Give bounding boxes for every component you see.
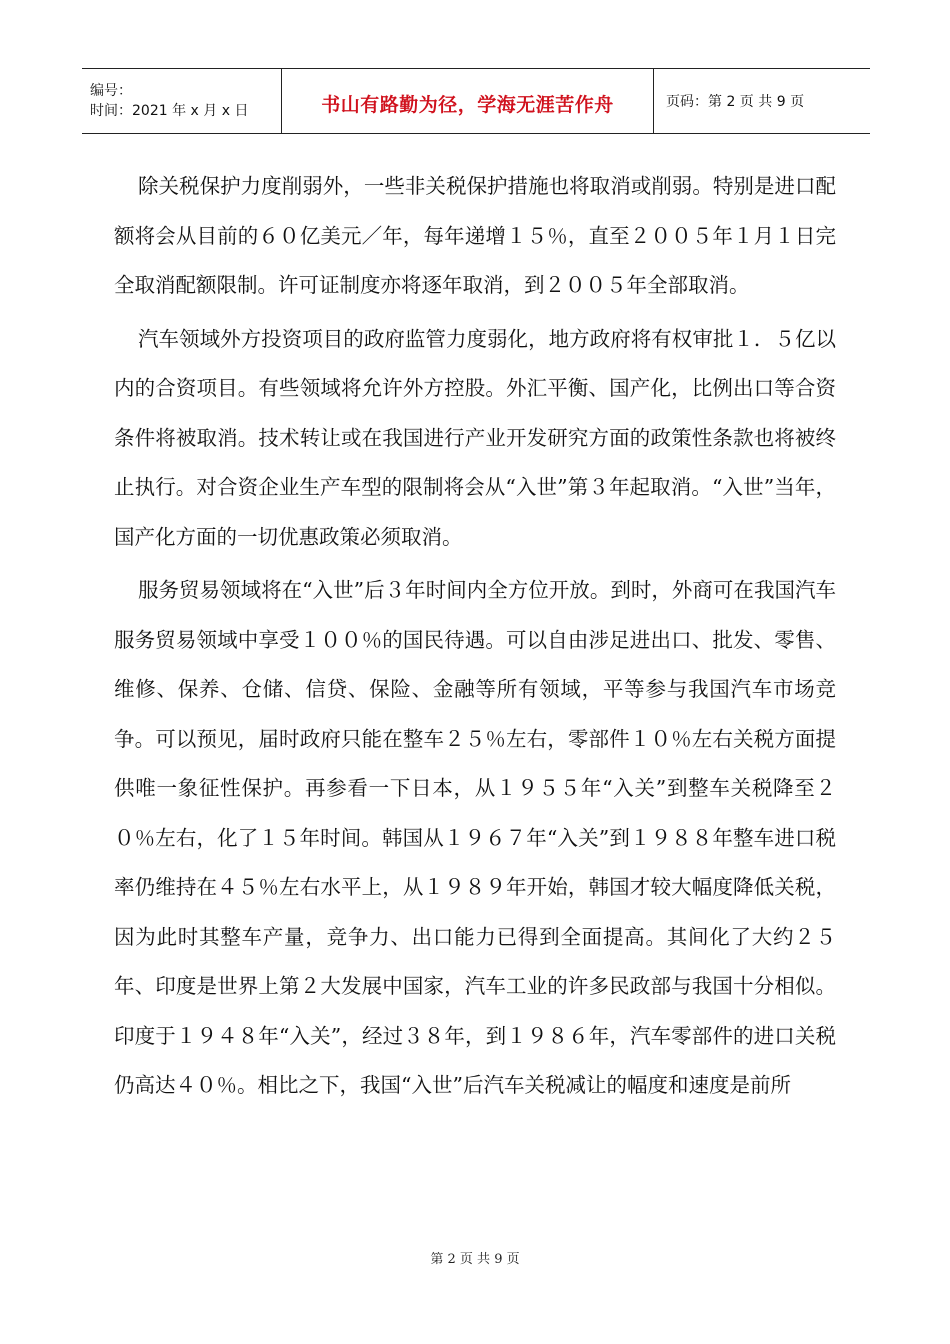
page-footer: 第 2 页 共 9 页 <box>430 1252 520 1267</box>
header-meta <box>82 69 282 133</box>
body-paragraph: 除关税保护力度削弱外，一些非关税保护措施也将取消或削弱。特别是进口配额将会从目前的６０亿美元／年，每年递增１５％，直至２００５年１月１日完全取消配额限制。许可证制度亦将逐年取消，到２００５年全部取消。 <box>114 174 836 297</box>
document-date: 时间：2021 年 x 月 x 日 <box>90 103 249 119</box>
header-motto-cell <box>282 69 654 133</box>
page-header <box>82 68 870 134</box>
header-page-info: 页码：第 2 页 共 9 页 <box>666 94 805 110</box>
header-motto: 书山有路勤为径，学海无涯苦作舟 <box>321 93 614 116</box>
document-body <box>114 162 836 1115</box>
body-paragraph: 服务贸易领域将在“入世”后３年时间内全方位开放。到时，外商可在我国汽车服务贸易领域中享受１００％的国民待遇。可以自由涉足进出口、批发、零售、维修、保养、仓储、信贷、保险、金融等所有领域，平等参与我国汽车市场竞争。可以预见，届时政府只能在整车２５％左右，零部件１０％左右关税方面提供唯一象征性保护。再参看一下日本，从１９５５年“入关”到整车关税降至２０％左右，化了１５年时间。韩国从１９６７年“入关”到１９８８年整车进口税率仍维持在４５％左右水平上，从１９８９年开始，韩国才较大幅度降低关税，因为此时其整车产量，竞争力、出口能力已得到全面提高。其间化了大约２５年、印度是世界上第２大发展中国家，汽车工业的许多民政部与我国十分相似。印度于１９４８年“入关”，经过３８年，到１９８６年，汽车零部件的进口关税仍高达４０％。相比之下，我国“入世”后汽车关税减让的幅度和速度是前所 <box>114 578 836 1097</box>
header-page-cell <box>654 69 870 133</box>
body-paragraph: 汽车领域外方投资项目的政府监管力度弱化，地方政府将有权审批１．５亿以内的合资项目。有些领域将允许外方控股。外汇平衡、国产化，比例出口等合资条件将被取消。技术转让或在我国进行产业开发研究方面的政策性条款也将被终止执行。对合资企业生产车型的限制将会从“入世”第３年起取消。“入世”当年，国产化方面的一切优惠政策必须取消。 <box>114 326 836 549</box>
document-number-label: 编号： <box>90 83 132 99</box>
